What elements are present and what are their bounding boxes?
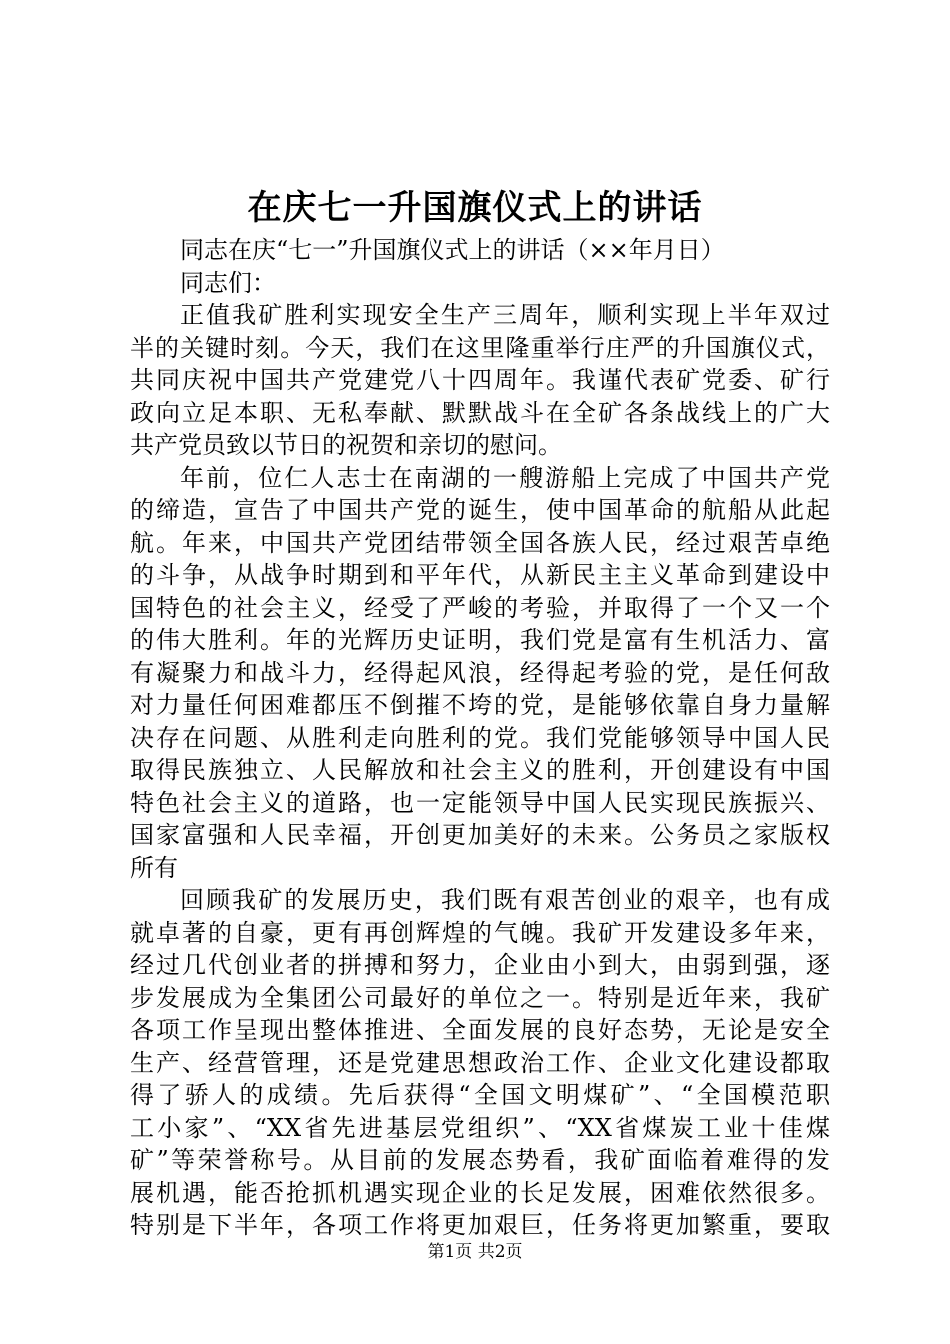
text-line: 的斗争，从战争时期到和平年代，从新民主主义革命到建设中 bbox=[130, 561, 830, 589]
text-line: 决存在问题、从胜利走向胜利的党。我们党能够领导中国人民 bbox=[130, 723, 830, 752]
text-line: 航。年来，中国共产党团结带领全国各族人民，经过艰苦卓绝 bbox=[130, 528, 830, 557]
text-line: 国特色的社会主义，经受了严峻的考验，并取得了一个又一个 bbox=[130, 593, 830, 622]
text-line: 共同庆祝中国共产党建党八十四周年。我谨代表矿党委、矿行 bbox=[130, 366, 830, 394]
text-line: 步发展成为全集团公司最好的单位之一。特别是近年来，我矿 bbox=[130, 983, 830, 1012]
document-title: 在庆七一升国旗仪式上的讲话 bbox=[247, 188, 703, 228]
text-line: 年前，位仁人志士在南湖的一艘游船上完成了中国共产党 bbox=[180, 463, 830, 492]
text-line: 生产、经营管理，还是党建思想政治工作、企业文化建设都取 bbox=[130, 1048, 830, 1077]
text-line: 同志们： bbox=[180, 268, 276, 297]
text-line: 特别是下半年，各项工作将更加艰巨，任务将更加繁重，要取 bbox=[130, 1211, 830, 1239]
text-line: 对力量任何困难都压不倒摧不垮的党，是能够依靠自身力量解 bbox=[130, 691, 830, 719]
text-line: 国家富强和人民幸福，开创更加美好的未来。公务员之家版权 bbox=[130, 821, 830, 849]
text-line: 就卓著的自豪，更有再创辉煌的气魄。我矿开发建设多年来， bbox=[130, 918, 830, 947]
page-footer: 第1页 共2页 bbox=[427, 1242, 523, 1262]
text-line: 同志在庆“七一”升国旗仪式上的讲话（××年月日） bbox=[180, 236, 725, 264]
text-line: 得了骄人的成绩。先后获得“全国文明煤矿”、“全国模范职 bbox=[130, 1081, 830, 1109]
text-line: 正值我矿胜利实现安全生产三周年，顺利实现上半年双过 bbox=[180, 301, 830, 329]
text-line: 回顾我矿的发展历史，我们既有艰苦创业的艰辛，也有成 bbox=[180, 886, 830, 914]
text-line: 矿”等荣誉称号。从目前的发展态势看，我矿面临着难得的发 bbox=[130, 1146, 830, 1174]
text-line: 经过几代创业者的拼搏和努力，企业由小到大，由弱到强，逐 bbox=[130, 951, 830, 979]
text-line: 各项工作呈现出整体推进、全面发展的良好态势，无论是安全 bbox=[130, 1016, 830, 1044]
text-line: 工小家”、“XX省先进基层党组织”、“XX省煤炭工业十佳煤 bbox=[130, 1113, 830, 1142]
text-line: 有凝聚力和战斗力，经得起风浪，经得起考验的党，是任何敌 bbox=[130, 658, 830, 687]
document-body bbox=[130, 234, 830, 1242]
text-line: 半的关键时刻。今天，我们在这里隆重举行庄严的升国旗仪式， bbox=[130, 333, 830, 362]
text-line: 取得民族独立、人民解放和社会主义的胜利，开创建设有中国 bbox=[130, 756, 830, 784]
text-line: 的伟大胜利。年的光辉历史证明，我们党是富有生机活力、富 bbox=[130, 626, 830, 654]
text-line: 所有 bbox=[130, 853, 178, 882]
text-line: 政向立足本职、无私奉献、默默战斗在全矿各条战线上的广大 bbox=[130, 398, 830, 427]
text-line: 的缔造，宣告了中国共产党的诞生，使中国革命的航船从此起 bbox=[130, 496, 830, 524]
text-line: 共产党员致以节日的祝贺和亲切的慰问。 bbox=[130, 431, 562, 459]
text-line: 特色社会主义的道路，也一定能领导中国人民实现民族振兴、 bbox=[130, 788, 830, 817]
text-line: 展机遇，能否抢抓机遇实现企业的长足发展，困难依然很多。 bbox=[130, 1178, 830, 1207]
